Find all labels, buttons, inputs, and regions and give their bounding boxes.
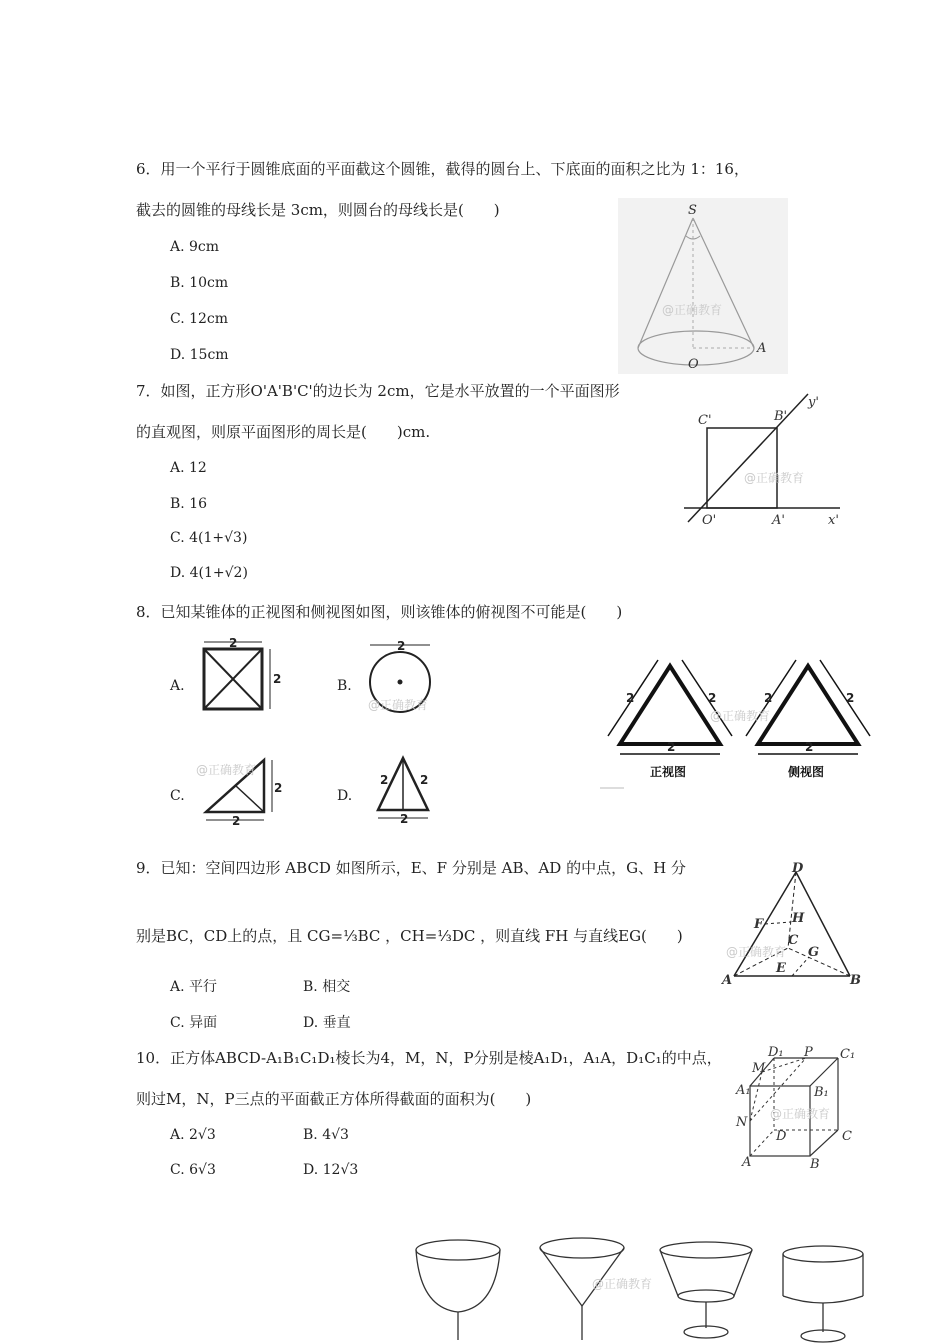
q6-option-c: C. 12cm	[170, 311, 229, 327]
q7-option-b: B. 16	[170, 496, 208, 512]
q8-option-a-letter: A.	[170, 678, 185, 694]
q7-label-b: B'	[774, 409, 788, 424]
q8-option-d-figure	[370, 748, 446, 826]
q8-side-view-caption: 侧视图	[788, 765, 825, 779]
q10-label-c1: C₁	[840, 1047, 856, 1062]
q7-label-o: O'	[702, 513, 717, 528]
watermark: @正确教育	[662, 303, 723, 317]
q7-option-a: A. 12	[170, 460, 207, 476]
q6-label-s: S	[688, 203, 697, 218]
q9-label-a: A	[722, 973, 733, 988]
q7-option-d: D. 4(1+√2)	[170, 565, 248, 581]
q8-a-dim-top: 2	[229, 637, 238, 650]
q9-stem-line1: 9．已知：空间四边形 ABCD 如图所示，E、F 分别是 AB、AD 的中点，G、H 分	[136, 859, 686, 877]
q6-stem-line1: 6．用一个平行于圆锥底面的平面截这个圆锥，截得的圆台上、下底面的面积之比为 1：16，	[136, 160, 749, 178]
q7-square-figure	[680, 386, 850, 536]
q8-c-dim-side: 2	[274, 781, 283, 795]
q6-cone-figure	[618, 198, 788, 374]
q6-label-a: A	[757, 341, 767, 356]
watermark: @正确教育	[744, 471, 805, 485]
q9-label-d: D	[792, 861, 804, 876]
q10-label-n: N	[736, 1115, 748, 1130]
q8-d-dim-left: 2	[380, 773, 389, 787]
q8-option-b-letter: B.	[337, 678, 352, 694]
q7-stem-line1: 7．如图，正方形O'A'B'C'的边长为 2cm，它是水平放置的一个平面图形	[136, 382, 620, 400]
q9-option-b: B. 相交	[303, 979, 351, 995]
q8-c-dim-bottom: 2	[232, 814, 241, 828]
q10-label-m: M	[752, 1061, 766, 1076]
q8-front-view-caption: 正视图	[650, 765, 687, 779]
q9-label-h: H	[792, 911, 805, 926]
q7-stem-line2: 的直观图，则原平面图形的周长是( )cm.	[136, 423, 431, 441]
q10-label-b1: B₁	[814, 1085, 829, 1100]
q10-label-a1: A₁	[736, 1083, 751, 1098]
q10-label-c: C	[842, 1129, 852, 1144]
q9-option-d: D. 垂直	[303, 1015, 351, 1031]
q10-stem-line2: 则过M，N，P三点的平面截正方体所得截面的面积为( )	[136, 1090, 532, 1108]
q9-stem-line2: 别是BC，CD上的点，且 CG=⅓BC ，CH=⅓DC ，则直线 FH 与直线EG( )	[136, 927, 683, 945]
watermark: @正确教育	[592, 1277, 653, 1291]
q9-label-f: F	[754, 917, 764, 932]
q9-label-g: G	[808, 945, 820, 960]
q8-a-dim-side: 2	[273, 672, 282, 686]
q8-side-dim-left: 2	[764, 691, 773, 705]
q6-option-a: A. 9cm	[170, 239, 220, 255]
q6-option-d: D. 15cm	[170, 347, 229, 363]
q6-label-o: O	[688, 357, 699, 372]
q9-option-a: A. 平行	[170, 979, 218, 995]
q8-front-dim-left: 2	[626, 691, 635, 705]
q8-d-dim-bottom: 2	[400, 812, 409, 826]
q8-views-figure	[600, 652, 872, 792]
watermark: @正确教育	[726, 945, 787, 959]
q10-option-c: C. 6√3	[170, 1162, 216, 1178]
q8-side-dim-right: 2	[846, 691, 855, 705]
q8-front-dim-bottom: 2	[667, 740, 676, 754]
watermark: @正确教育	[196, 763, 257, 777]
q7-label-c: C'	[698, 413, 712, 428]
q9-label-c: C	[788, 933, 799, 948]
watermark: @正确教育	[368, 698, 429, 712]
q9-label-e: E	[776, 961, 786, 976]
q7-label-x: x'	[828, 513, 839, 528]
q10-label-p: P	[804, 1046, 813, 1060]
q7-label-y: y'	[808, 395, 819, 410]
q10-cube-figure	[730, 1046, 860, 1172]
q6-option-b: B. 10cm	[170, 275, 229, 291]
q10-option-b: B. 4√3	[303, 1127, 349, 1143]
q8-side-dim-bottom: 2	[805, 740, 814, 754]
q8-d-dim-right: 2	[420, 773, 429, 787]
goblets-figure	[412, 1232, 872, 1344]
q7-label-a: A'	[772, 513, 785, 528]
q8-stem-line1: 8．已知某锥体的正视图和侧视图如图，则该锥体的俯视图不可能是( )	[136, 603, 623, 621]
q8-front-dim-right: 2	[708, 691, 717, 705]
q10-stem-line1: 10．正方体ABCD-A₁B₁C₁D₁棱长为4，M，N，P分别是棱A₁D₁，A₁A，D₁C₁的中点，	[136, 1049, 722, 1067]
q9-label-b: B	[850, 973, 861, 988]
q9-tetrahedron-figure	[716, 860, 866, 992]
q8-b-dim-top: 2	[397, 639, 406, 653]
q10-label-b: B	[810, 1157, 820, 1172]
q8-option-d-letter: D.	[337, 788, 353, 804]
q10-label-d: D	[776, 1129, 787, 1144]
q8-option-c-letter: C.	[170, 788, 185, 804]
q9-option-c: C. 异面	[170, 1015, 218, 1031]
q8-option-b-figure	[362, 637, 442, 719]
q10-label-d1: D₁	[768, 1046, 784, 1060]
q8-option-a-figure	[196, 637, 286, 719]
watermark: @正确教育	[710, 709, 771, 723]
q7-option-c: C. 4(1+√3)	[170, 530, 248, 546]
watermark: @正确教育	[770, 1107, 831, 1121]
q6-stem-line2: 截去的圆锥的母线长是 3cm，则圆台的母线长是( )	[136, 201, 500, 219]
q8-option-c-figure	[196, 752, 286, 830]
q10-option-d: D. 12√3	[303, 1162, 359, 1178]
q10-label-a: A	[742, 1155, 752, 1170]
q10-option-a: A. 2√3	[170, 1127, 216, 1143]
